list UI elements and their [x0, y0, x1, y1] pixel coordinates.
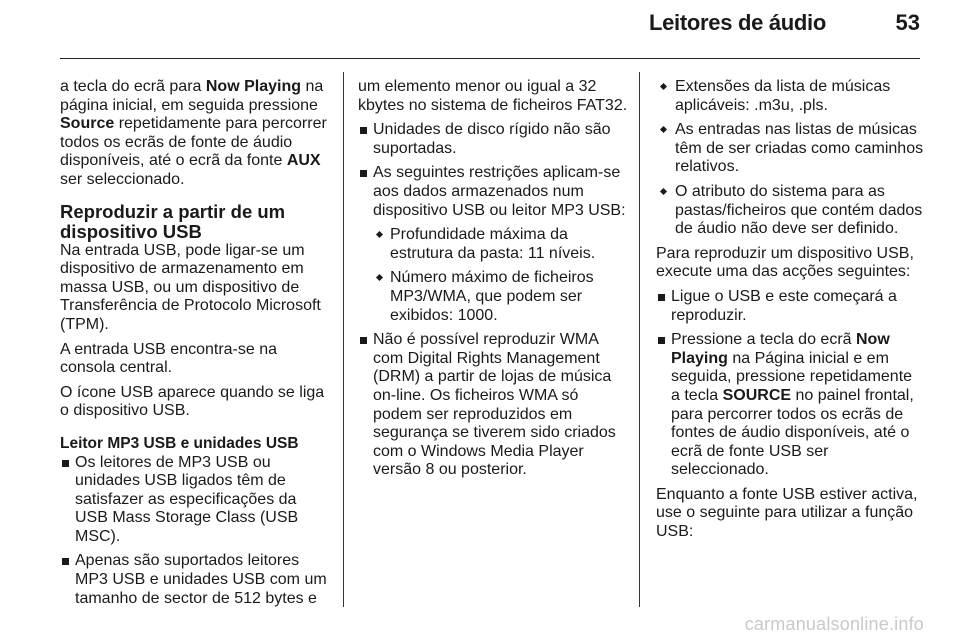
list-item: As seguintes restrições aplicam-se aos dados armazenados num dispositivo USB ou leitor MP3 USB:: [358, 164, 628, 220]
page-number: 53: [895, 10, 920, 35]
sub-list-item: Extensões da lista de músicas aplicáveis: .m3u, .pls.: [656, 78, 924, 115]
list-item: Pressione a tecla do ecrã Now Playing na Página inicial e em seguida, pressione repetidamente a tecla SOURCE no painel frontal, para percorrer todos os ecrãs de fontes de áudio disponíveis, até o ecrã de fonte USB ser seleccionado.: [656, 331, 924, 480]
sub-list-item: As entradas nas listas de músicas têm de ser criadas como caminhos relativos.: [656, 121, 924, 177]
sub-list-item: Número máximo de ficheiros MP3/WMA, que podem ser exibidos: 1000.: [358, 269, 628, 325]
list-item: Apenas são suportados leitores MP3 USB e unidades USB com um tamanho de sector de 512 bytes e: [60, 552, 330, 608]
paragraph: Para reproduzir um dispositivo USB, execute uma das acções seguintes:: [656, 244, 914, 281]
subheading: Leitor MP3 USB e unidades USB: [60, 434, 299, 452]
list-item: Unidades de disco rígido não são suportadas.: [358, 121, 628, 158]
now-playing-key: Now Playing: [671, 331, 890, 367]
watermark: carmanualsonline.info: [744, 614, 924, 634]
column-3: [656, 78, 924, 548]
bullet-list: [656, 78, 924, 239]
aux-key: AUX: [286, 152, 321, 170]
header-divider: [60, 58, 920, 59]
section-heading: Reproduzir a partir de um dispositivo USB: [60, 200, 286, 242]
paragraph: O ícone USB aparece quando se liga o dispositivo USB.: [60, 383, 325, 420]
now-playing-key: Now Playing: [205, 78, 301, 95]
paragraph: A entrada USB encontra-se na consola central.: [60, 340, 278, 377]
column-divider: [639, 72, 640, 607]
intro-paragraph: a tecla do ecrã para Now Playing na página inicial, em seguida pressione Source repetidamente para percorrer todos os ecrãs de fonte de áudio disponíveis, até o ecrã da fonte AUX ser seleccionado.: [60, 78, 327, 188]
paragraph: Enquanto a fonte USB estiver activa, use o seguinte para utilizar a função USB:: [656, 485, 918, 541]
sub-list-item: Profundidade máxima da estrutura da pasta: 11 níveis.: [358, 226, 628, 263]
bullet-list: [60, 454, 330, 609]
sub-list-item: O atributo do sistema para as pastas/ficheiros que contém dados de áudio não deve ser definido.: [656, 183, 924, 239]
paragraph: Na entrada USB, pode ligar-se um dispositivo de armazenamento em massa USB, ou um dispositivo de Transferência de Protocolo Microsoft (TPM).: [60, 241, 321, 333]
column-2: [358, 78, 628, 486]
source-key: SOURCE: [722, 386, 792, 404]
list-item: Ligue o USB e este começará a reproduzir.: [656, 288, 924, 325]
list-item: Os leitores de MP3 USB ou unidades USB ligados têm de satisfazer as especificações da USB Mass Storage Class (USB MSC).: [60, 454, 330, 547]
column-divider: [343, 72, 344, 607]
bullet-list: [656, 288, 924, 480]
list-item: Não é possível reproduzir WMA com Digital Rights Management (DRM) a partir de lojas de música on-line. Os ficheiros WMA só podem ser reproduzidos em segurança se tiverem sido criados com o Windows Media Player versão 8 ou posterior.: [358, 331, 628, 480]
column-1: [60, 78, 330, 614]
paragraph: um elemento menor ou igual a 32 kbytes no sistema de ficheiros FAT32.: [358, 78, 628, 114]
page-title: Leitores de áudio: [648, 10, 826, 35]
bullet-list: [358, 121, 628, 480]
source-key: Source: [60, 115, 115, 133]
